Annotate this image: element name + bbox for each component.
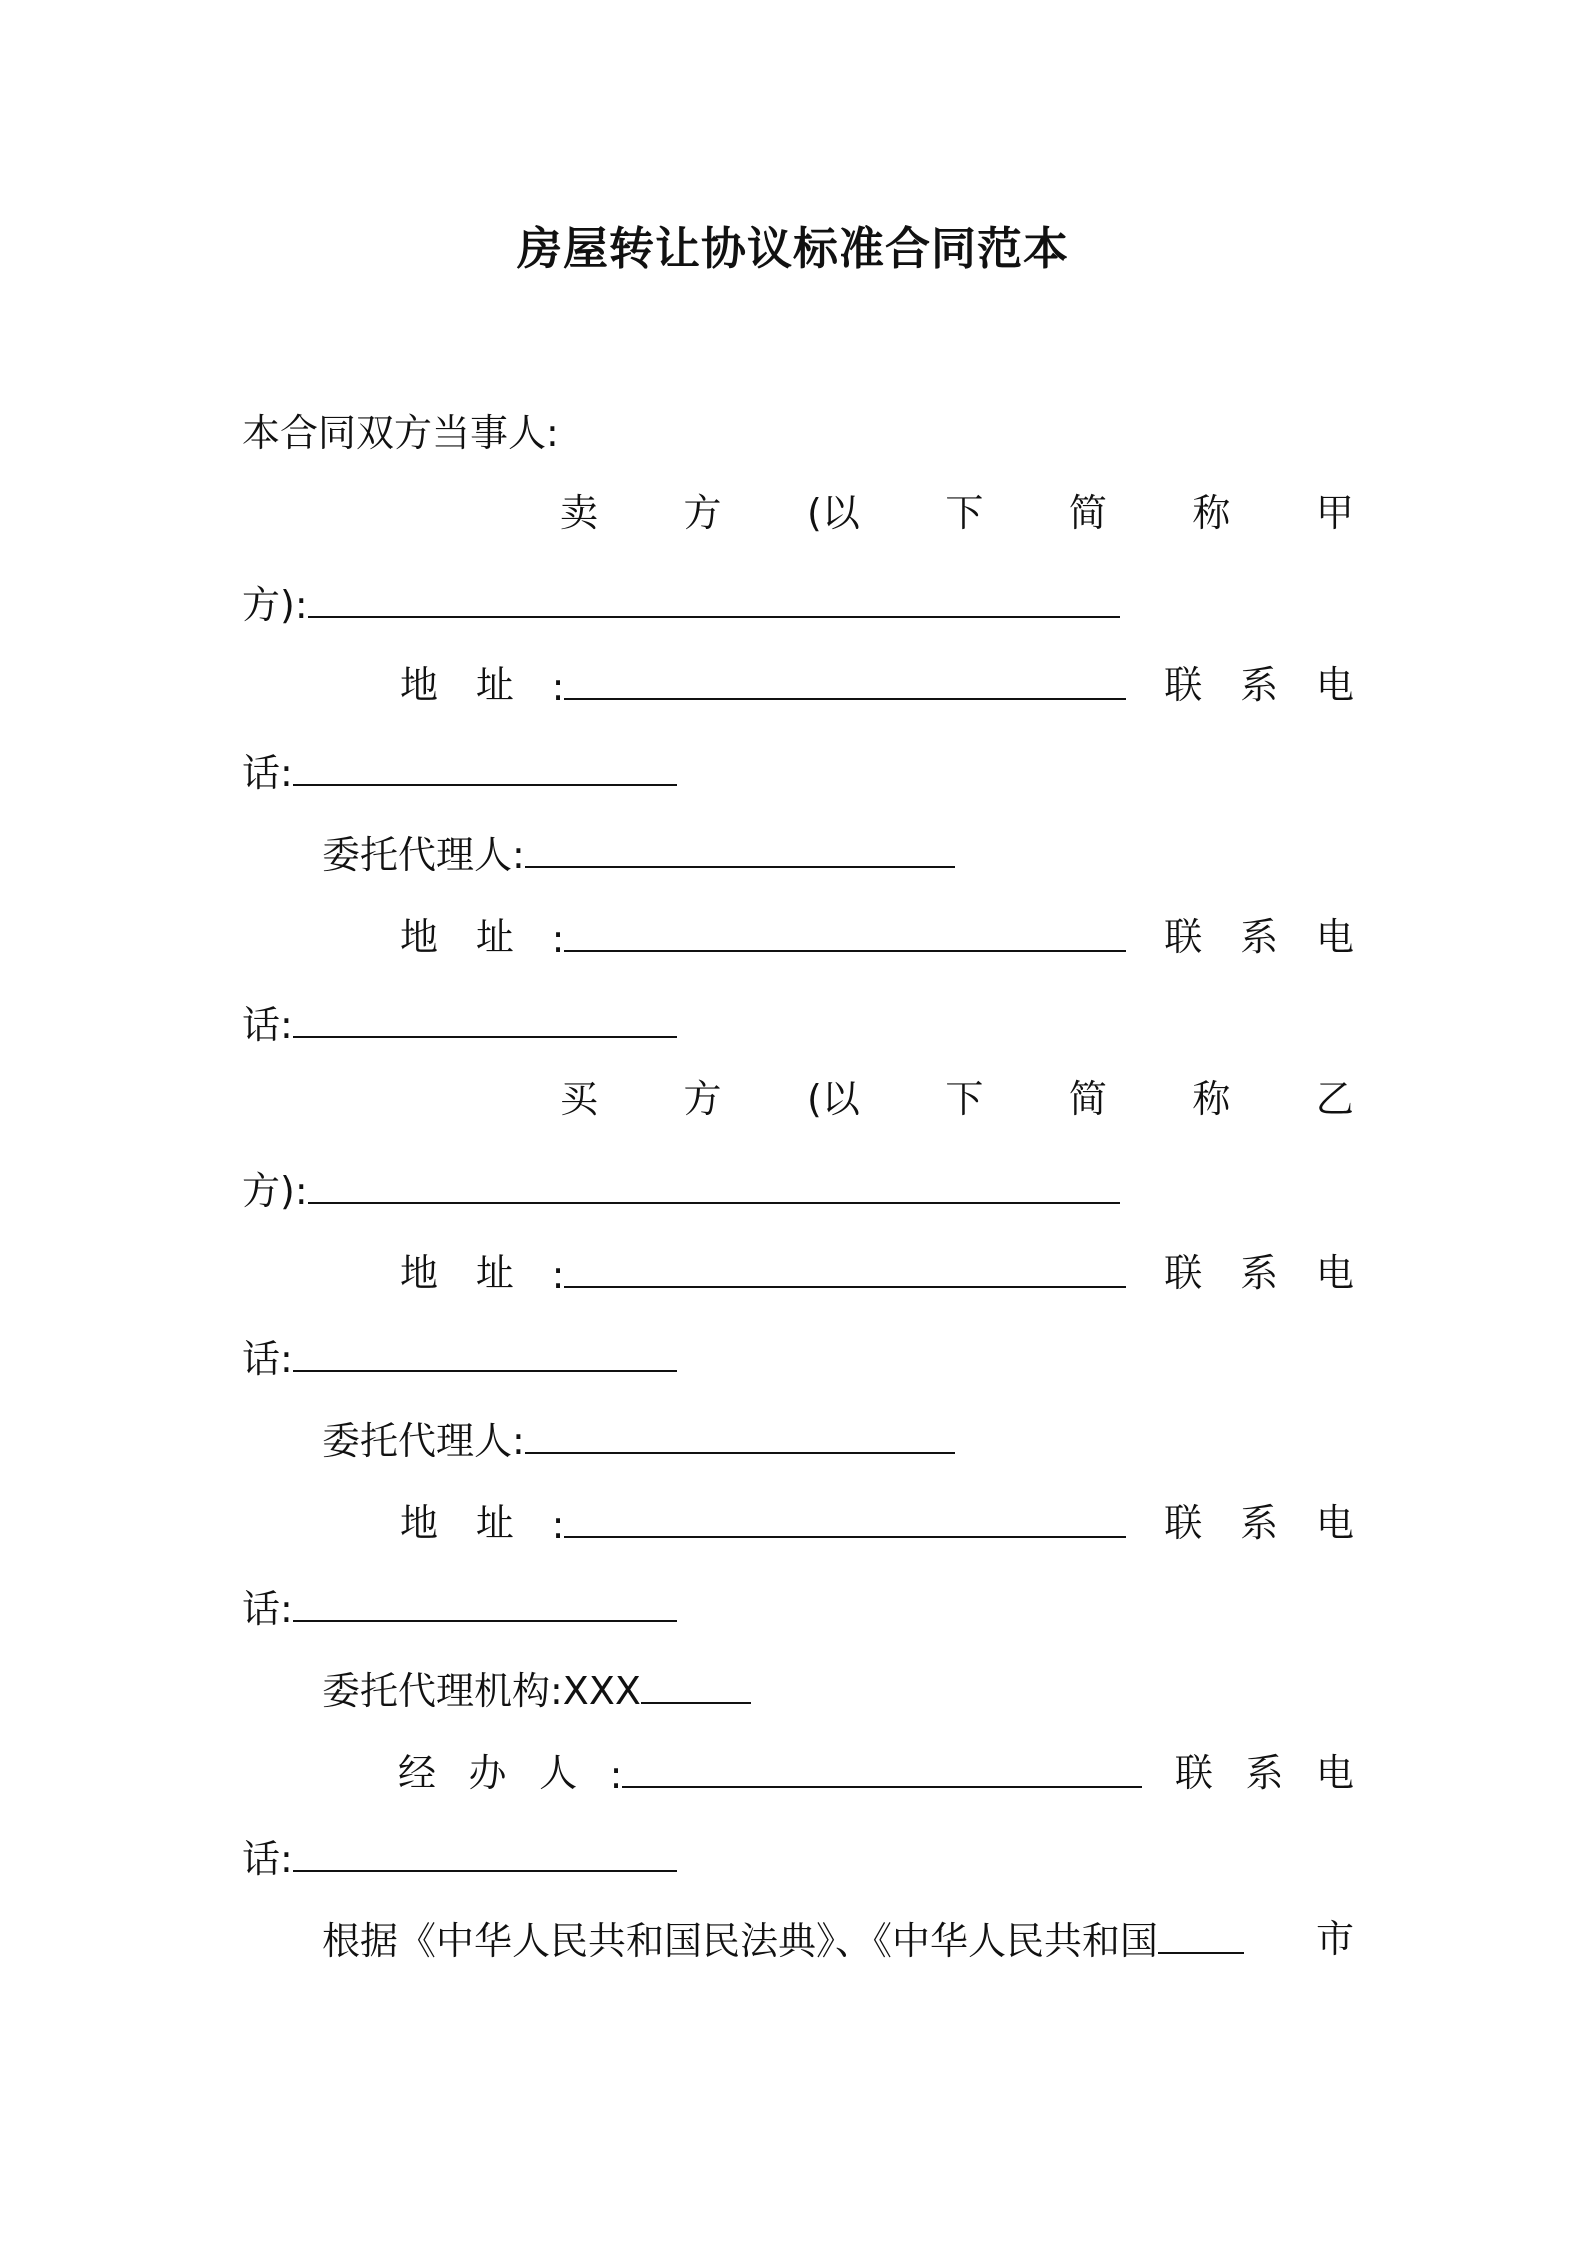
buyer-agent-phone-line: 话: <box>242 1582 677 1634</box>
handler-line: 经 办 人 : 联 系 电 <box>398 1748 1354 1800</box>
handler-phone-blank <box>293 1832 677 1872</box>
seller-agent-address-line: 地 址 : 联 系 电 <box>400 912 1354 964</box>
buyer-agent-line: 委托代理人: <box>322 1414 955 1466</box>
buyer-heading: 买 方 (以 下 简 称 乙 <box>560 1077 1354 1121</box>
seller-agent-phone-line: 话: <box>242 998 677 1050</box>
buyer-agent-blank <box>525 1414 955 1454</box>
basis-city-blank <box>1158 1914 1244 1954</box>
buyer-address-blank <box>564 1248 1126 1288</box>
buyer-name-blank <box>308 1164 1120 1204</box>
intro-line: 本合同双方当事人: <box>242 411 559 455</box>
seller-agent-blank <box>525 828 955 868</box>
handler-blank <box>622 1748 1142 1788</box>
buyer-agent-address-blank <box>564 1498 1126 1538</box>
buyer-agent-phone-blank <box>293 1582 677 1622</box>
seller-agent-address-blank <box>564 912 1126 952</box>
seller-phone-blank <box>293 746 677 786</box>
buyer-address-line: 地 址 : 联 系 电 <box>400 1248 1354 1300</box>
seller-address-blank <box>564 660 1126 700</box>
seller-name-line: 方): <box>242 578 1120 630</box>
seller-agent-phone-blank <box>293 998 677 1038</box>
agency-line: 委托代理机构:XXX <box>322 1664 751 1716</box>
seller-agent-line: 委托代理人: <box>322 828 955 880</box>
buyer-agent-address-line: 地 址 : 联 系 电 <box>400 1498 1354 1550</box>
seller-phone-line: 话: <box>242 746 677 798</box>
handler-phone-line: 话: <box>242 1832 677 1884</box>
seller-heading: 卖 方 (以 下 简 称 甲 <box>560 491 1354 535</box>
seller-name-blank <box>308 578 1120 618</box>
buyer-name-line: 方): <box>242 1164 1120 1216</box>
document-title: 房屋转让协议标准合同范本 <box>516 222 1069 275</box>
seller-address-line: 地 址 : 联 系 电 <box>400 660 1354 712</box>
basis-line: 根据《中华人民共和国民法典》、《中华人民共和国 市 <box>322 1914 1354 1966</box>
buyer-phone-line: 话: <box>242 1332 677 1384</box>
buyer-phone-blank <box>293 1332 677 1372</box>
agency-blank <box>641 1664 751 1704</box>
